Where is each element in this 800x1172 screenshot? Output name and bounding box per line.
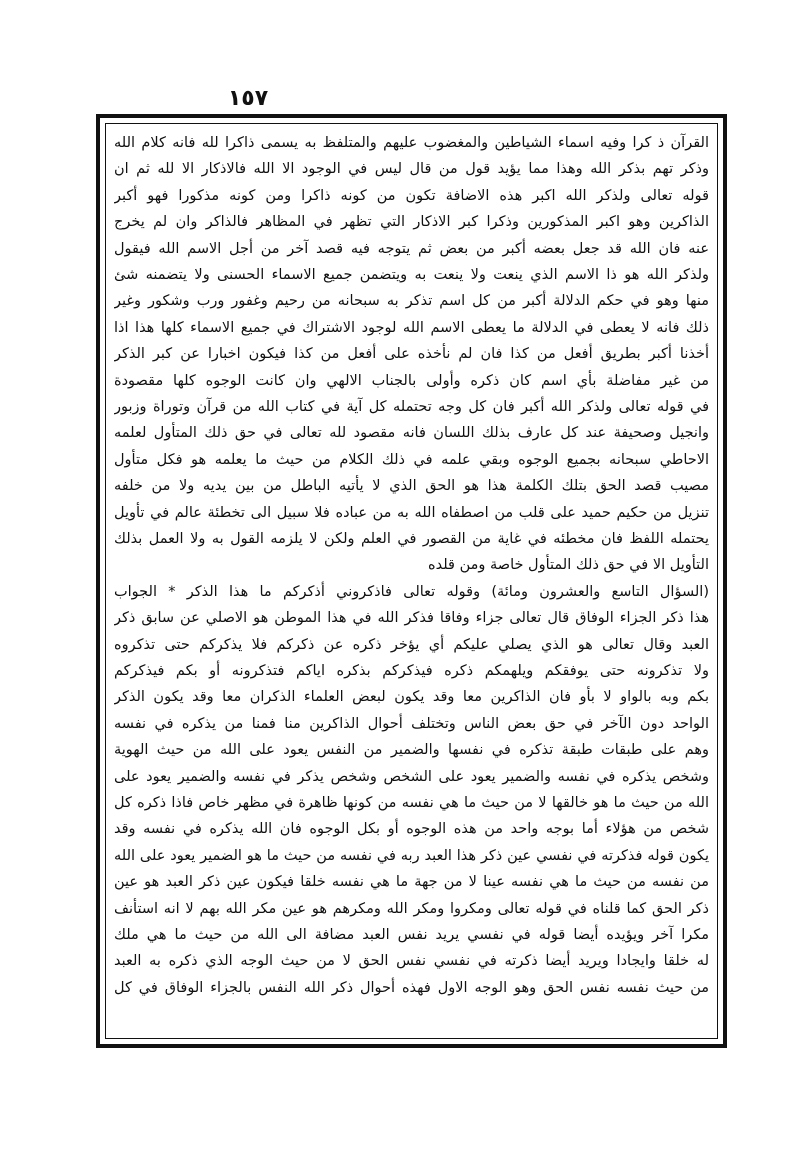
text-line: تنزيل من حكيم حميد على قلب من اصطفاه الله به من عباده فلا سبيل الى تخطئة عالم في تأويل	[114, 504, 709, 521]
text-line: هذا ذكر الجزاء الوفاق قال تعالى جزاء وفاقا فذكر الله في هذا الموطن هو الاصلي عن سابق ذكر	[114, 610, 709, 627]
text-line: منها وهو في حكم الدلالة أكبر من كل اسم تذكر به سبحانه من رحيم وغفور ورب وشكور وغير	[114, 293, 709, 310]
page-frame	[96, 114, 727, 1048]
text-line: مكرا آخر ويؤيده أيضا قوله في نفسي يريد نفس العبد مضافة الى الله من حيث ما هي ملك	[114, 927, 709, 943]
text-line: قوله تعالى ولذكر الله اكبر هذه الاضافة تكون من كونه ذاكرا ومن كونه مذكورا فهو أكبر	[114, 187, 709, 204]
text-line: الواحد دون الآخر في حق بعض الناس وتختلف أحوال الذاكرين منا فمنا من يذكره في نفسه	[114, 715, 709, 732]
text-line: من حيث نفسه نفس الحق وهو الوجه الاول فهذه أحوال ذكر الله النفس بالجزاء الوفاق في كل	[114, 979, 709, 996]
text-line: في قوله تعالى ولذكر الله أكبر فان كل وجه تحتمله كل آية في كتاب الله من قرآن وتوراة وزبور	[114, 399, 709, 415]
text-line: يكون قوله فذكرته في نفسي عين ذكر هذا العبد ربه في نفسه من حيث ما هو الضمير يعود على الله	[114, 847, 709, 864]
text-line: ذلك فانه لا يعطى في الدلالة ما يعطى الاسم الله لوجود الاشتراك في جميع الاسماء كلها هذا اذا	[114, 319, 709, 336]
text-line: يحتمله اللفظ فان مخطئه في غاية من القصور في العلم ولكن لا يلزمه القول به ولا العمل بذلك	[114, 531, 709, 547]
text-line: القرآن ذ كرا وفيه اسماء الشياطين والمغضوب عليهم والمتلفظ به يسمى ذاكرا لله فانه كلام الله	[114, 135, 709, 151]
text-line: من غير مفاضلة بأي اسم كان ذكره وأولى بالجناب الالهي وان كانت الوجوه كلها مقصودة	[114, 372, 709, 389]
text-line: ولا تذكرونه حتى يوفقكم ويلهمكم ذكره فيذكركم بذكره اياكم فتذكرونه أو بكم فيذكركم	[114, 663, 709, 679]
text-line: ذكر الحق كما قلناه في قوله تعالى ومكروا ومكر الله ومكرهم هو عين مكر الله بهم لا انه استأنف	[114, 900, 709, 917]
text-line: وذكر تهم بذكر الله وهذا مما يؤيد قول من قال ليس في الوجود الا الله فالاذكار الا لله ثم ان	[114, 161, 709, 178]
text-line: التأويل الا في حق ذلك المتأول خاصة ومن قلده	[428, 557, 709, 574]
text-line: عنه فان الله قد جعل بعضه أكبر من بعض ثم يتوجه فيه قصد آخر من أجل الاسم الله فيقول	[114, 240, 709, 257]
body-text	[114, 126, 709, 1036]
text-line: الله من حيث ما هو خالقها لا من حيث ما هي نفسه من كونها ظاهرة في مظهر خاص فاذا ذكره كل	[114, 795, 709, 811]
text-line: العبد وقال تعالى هو الذي يصلي عليكم أي يؤخر ذكره عن ذكركم فلا يذكركم حتى تذكروه	[114, 636, 709, 653]
text-line: (السؤال التاسع والعشرون ومائة) وقوله تعالى فاذكروني أذكركم ما هذا الذكر * الجواب	[114, 583, 709, 600]
text-line: الاحاطي سبحانه بجميع الوجوه وبقي علمه في ذلك الكلام من حيث ما يعلمه هو فكل متأول	[114, 451, 709, 468]
text-line: وانجيل وصحيفة عند كل عارف بذلك اللسان فانه مقصود لله تعالى في حق ذلك المتأول لعلمه	[114, 425, 709, 442]
text-line: ولذكر الله هو ذا الاسم الذي ينعت ولا ينعت به ويتضمن جميع الاسماء الحسنى ولا يتضمنه شئ	[114, 267, 709, 283]
text-line: بكم وبه بالواو لا بأو فان الذاكرين معا وقد يكون لبعض العلماء الذكران معا وقد يكون الذكر	[114, 689, 709, 706]
text-line: وشخص يذكره في نفسه والضمير يعود على الشخص وشخص يذكر في نفسه والضمير يعود على	[114, 768, 709, 785]
text-line: الذاكرين وهو اكبر المذكورين وذكرا كبر الاذكار التي تظهر في المظاهر فالذاكر وان لم يخرج	[114, 214, 709, 231]
text-line: مصيب قصد الحق بتلك الكلمة هذا هو الحق الذي لا يأتيه الباطل من بين يديه ولا من خلفه	[114, 478, 709, 495]
text-line: من نفسه من حيث ما هي نفسه عينا لا من جهة ما هي نفسه خلقا فيكون عين ذكر العبد هو عين	[114, 874, 709, 891]
text-line: له خلقا وايجادا ويريد أيضا ذكرته في نفسي نفس الحق لا من حيث الوجه الذي ذكره به العبد	[114, 953, 709, 970]
page-number: ١٥٧	[227, 86, 269, 111]
text-line: أخذنا أكبر بطريق أفعل من كذا فان لم نأخذه على أفعل من كذا فيكون اخبارا عن كبر الذكر	[114, 346, 709, 363]
text-line: شخص من هؤلاء أما بوجه واحد من هذه الوجوه أو بكل الوجوه فان الله يذكره في نفسه وقد	[114, 821, 709, 838]
text-line: وهم على طبقات طبقة تذكره في نفسها والضمير من النفس يعود على الله من حيث الهوية	[114, 742, 709, 759]
